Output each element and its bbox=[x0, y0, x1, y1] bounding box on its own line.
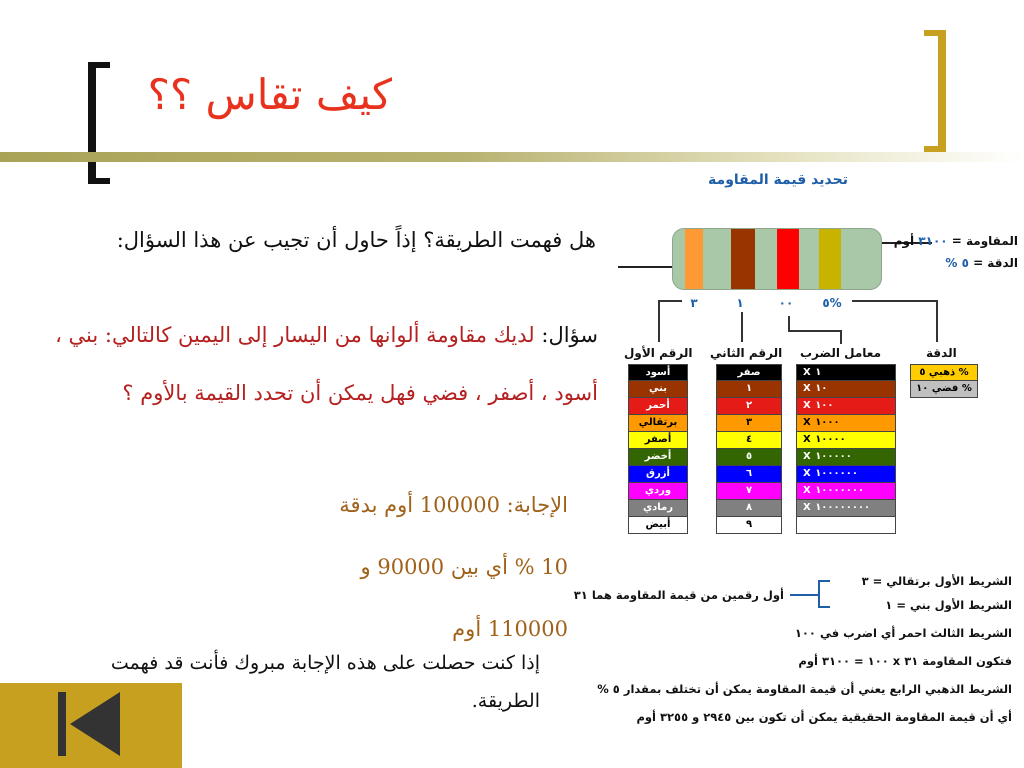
explain-bracket bbox=[818, 580, 830, 608]
leader-line bbox=[936, 300, 938, 342]
explain-bracket-line bbox=[790, 594, 818, 596]
congrats-text: إذا كنت حصلت على هذه الإجابة مبروك فأنت قد فهمت الطريقة. bbox=[110, 652, 540, 712]
second-digit-cell: ٩ bbox=[716, 517, 782, 534]
question-text: لديك مقاومة ألوانها من اليسار إلى اليمين كالتالي: بني ، أسود ، أصفر ، فضي فهل يمكن أن تحدد القيمة بالأوم ؟ bbox=[55, 323, 598, 405]
question-block bbox=[10, 306, 598, 422]
explain-band-2: الشريط الأول بني = ١ bbox=[885, 598, 1012, 612]
resistance-value: ٣١٠٠ bbox=[918, 234, 948, 248]
first-digit-cell: أحمر bbox=[628, 398, 688, 415]
slide-title: كيف تقاس ؟؟ bbox=[147, 70, 392, 119]
explain-first-two: أول رقمين من قيمة المقاومة هما ٣١ bbox=[573, 588, 784, 602]
second-digit-cell: ١ bbox=[716, 381, 782, 398]
first-digit-cell: وردي bbox=[628, 483, 688, 500]
col-head-multiplier: معامل الضرب bbox=[800, 346, 881, 360]
resistor-band-brown bbox=[731, 229, 755, 290]
multiplier-cell: X ١٠٠ bbox=[796, 398, 896, 415]
second-digit-cell: ٧ bbox=[716, 483, 782, 500]
answer-line-1: الإجابة: 100000 أوم بدقة 10 % أي بين 90000 و bbox=[339, 493, 568, 579]
second-digit-cell: صفر bbox=[716, 364, 782, 381]
band-digit-3: ٠٠ bbox=[778, 296, 794, 310]
right-bracket-decoration bbox=[924, 30, 946, 152]
first-digit-cell: برتقالي bbox=[628, 415, 688, 432]
title-divider bbox=[0, 152, 1024, 162]
resistor-band-gold bbox=[819, 229, 841, 290]
leader-line bbox=[658, 300, 660, 342]
multiplier-cell: X ١ bbox=[796, 364, 896, 381]
multiplier-cell: X ١٠٠٠٠٠ bbox=[796, 449, 896, 466]
back-arrow-icon[interactable] bbox=[58, 692, 124, 756]
multiplier-cell: X ١٠٠٠ bbox=[796, 415, 896, 432]
tolerance-label-text: الدقة = bbox=[973, 256, 1018, 270]
second-digit-cell: ٦ bbox=[716, 466, 782, 483]
multiplier-column bbox=[796, 364, 896, 534]
resistance-label bbox=[872, 234, 1018, 248]
explain-range: أي أن قيمة المقاومة الحقيقية يمكن أن تكون بين ٢٩٤٥ و ٣٢٥٥ أوم bbox=[636, 710, 1012, 724]
second-digit-cell: ٣ bbox=[716, 415, 782, 432]
multiplier-cell: X ١٠٠٠٠٠٠٠٠ bbox=[796, 500, 896, 517]
explain-band-1: الشريط الأول برتقالي = ٣ bbox=[861, 574, 1012, 588]
resistance-unit: أوم bbox=[893, 234, 915, 248]
band-digit-1: ٣ bbox=[690, 296, 698, 310]
multiplier-cell bbox=[796, 517, 896, 534]
band-digit-4: ٥% bbox=[822, 296, 842, 310]
explain-band-3: الشريط الثالث احمر أي اضرب في ١٠٠ bbox=[794, 626, 1012, 640]
question-prompt: هل فهمت الطريقة؟ إذاً حاول أن تجيب عن هذا السؤال: bbox=[116, 228, 596, 252]
multiplier-cell: X ١٠٠٠٠٠٠٠ bbox=[796, 483, 896, 500]
second-digit-cell: ٤ bbox=[716, 432, 782, 449]
first-digit-cell: بني bbox=[628, 381, 688, 398]
first-digit-cell: أسود bbox=[628, 364, 688, 381]
chart-title: تحديد قيمة المقاومة bbox=[708, 172, 848, 188]
tolerance-cell: فضي ١٠ % bbox=[910, 381, 978, 398]
first-digit-cell: أبيض bbox=[628, 517, 688, 534]
tolerance-label bbox=[872, 256, 1018, 270]
tolerance-cell: ذهبي ٥ % bbox=[910, 364, 978, 381]
col-head-first-digit: الرقم الأول bbox=[624, 346, 693, 360]
leader-line bbox=[840, 330, 842, 344]
leader-line bbox=[788, 316, 790, 330]
second-digit-cell: ٨ bbox=[716, 500, 782, 517]
resistor-band-orange bbox=[685, 229, 703, 290]
resistor-lead-left bbox=[618, 266, 672, 268]
multiplier-cell: X ١٠٠٠٠ bbox=[796, 432, 896, 449]
leader-line bbox=[788, 330, 840, 332]
first-digit-cell: أخضر bbox=[628, 449, 688, 466]
second-digit-cell: ٢ bbox=[716, 398, 782, 415]
second-digit-cell: ٥ bbox=[716, 449, 782, 466]
tolerance-column bbox=[910, 364, 978, 398]
first-digit-column bbox=[628, 364, 688, 534]
multiplier-cell: X ١٠٠٠٠٠٠ bbox=[796, 466, 896, 483]
resistance-label-text: المقاومة = bbox=[951, 234, 1018, 248]
explain-result: فتكون المقاومة ٣١ x ١٠٠ = ٣١٠٠ أوم bbox=[798, 654, 1012, 668]
leader-line bbox=[852, 300, 936, 302]
resistor-band-red bbox=[777, 229, 799, 290]
col-head-tolerance: الدقة bbox=[926, 346, 957, 360]
second-digit-column bbox=[716, 364, 782, 534]
explain-band-4: الشريط الذهبي الرابع يعني أن قيمة المقاومة يمكن أن تختلف بمقدار ٥ % bbox=[597, 682, 1012, 696]
multiplier-cell: X ١٠ bbox=[796, 381, 896, 398]
first-digit-cell: رمادي bbox=[628, 500, 688, 517]
col-head-second-digit: الرقم الثاني bbox=[710, 346, 783, 360]
leader-line bbox=[658, 300, 682, 302]
band-digit-2: ١ bbox=[736, 296, 744, 310]
answer-block bbox=[310, 474, 568, 660]
leader-line bbox=[741, 312, 743, 342]
first-digit-cell: أصفر bbox=[628, 432, 688, 449]
resistor-body bbox=[672, 228, 882, 290]
first-digit-cell: أزرق bbox=[628, 466, 688, 483]
answer-line-2: 110000 أوم bbox=[452, 617, 568, 641]
left-bracket-decoration bbox=[88, 62, 110, 184]
tolerance-value: ٥ % bbox=[945, 256, 969, 270]
question-label: سؤال: bbox=[541, 323, 598, 347]
